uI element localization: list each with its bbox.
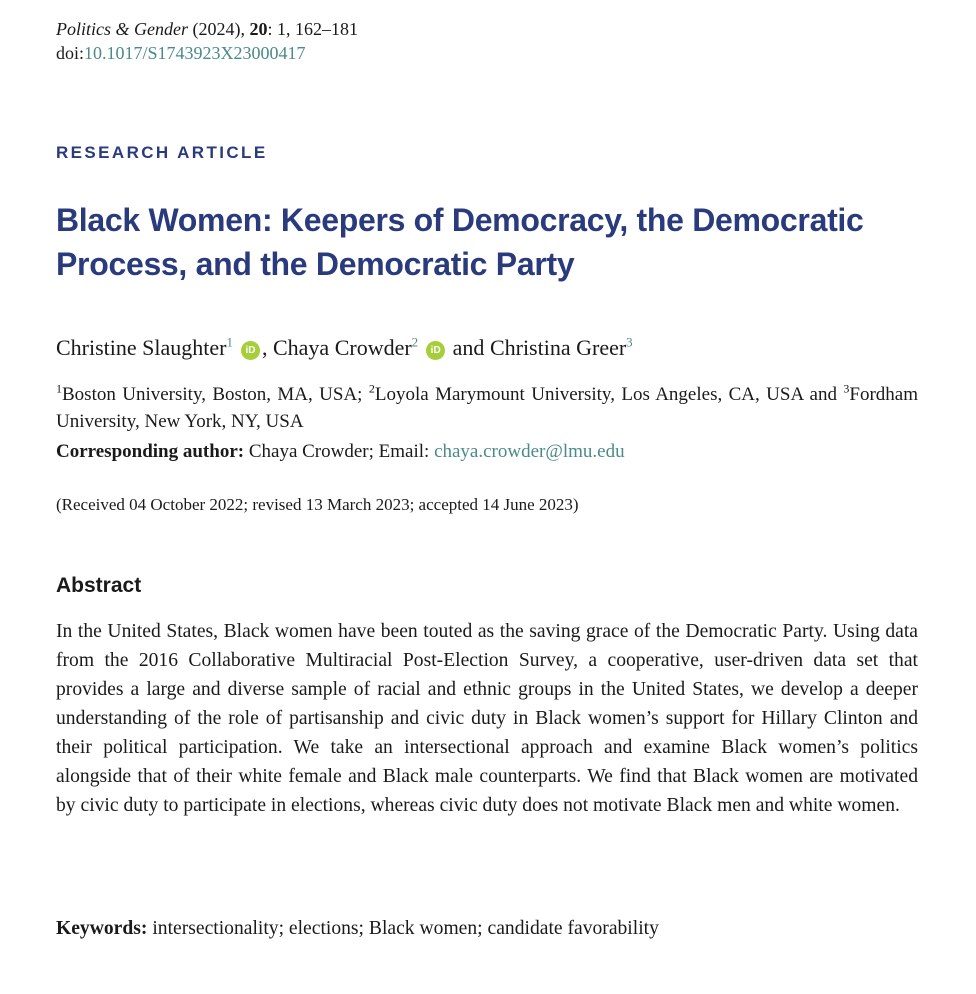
affiliation-text: Boston University, Boston, MA, USA; <box>62 384 369 405</box>
doi-line <box>56 41 306 65</box>
affiliation-number: 3 <box>843 381 850 396</box>
affiliations <box>56 381 918 435</box>
journal-name: Politics & Gender <box>56 19 188 39</box>
author-list <box>56 333 633 363</box>
abstract-heading: Abstract <box>56 574 142 597</box>
affiliation-marker[interactable]: 1 <box>226 334 233 350</box>
corresponding-text: Chaya Crowder; Email: <box>244 441 435 462</box>
affiliation-text: Fordham University, New York, NY, USA <box>56 384 919 432</box>
orcid-icon[interactable]: iD <box>241 341 260 360</box>
author-separator: and <box>447 335 490 360</box>
keywords <box>56 914 659 943</box>
affiliation-marker[interactable]: 3 <box>626 334 633 350</box>
article-title: Black Women: Keepers of Democracy, the Democratic Process, and the Democratic Party <box>56 202 864 282</box>
journal-volume: 20 <box>249 19 268 39</box>
journal-issue-pages: : 1, 162–181 <box>267 19 358 39</box>
affiliation-number: 1 <box>56 381 62 396</box>
email-link[interactable]: chaya.crowder@lmu.edu <box>434 441 625 462</box>
keywords-text: intersectionality; elections; Black women; candidate favorability <box>147 918 659 939</box>
article-type: RESEARCH ARTICLE <box>56 143 268 162</box>
affiliation-marker[interactable]: 2 <box>411 334 419 350</box>
doi-link[interactable]: 10.1017/S1743923X23000417 <box>84 43 306 63</box>
doi-prefix: doi: <box>56 43 85 63</box>
journal-citation <box>56 17 358 41</box>
orcid-icon[interactable]: iD <box>426 341 445 360</box>
affiliation-text: Loyola Marymount University, Los Angeles, CA, USA and <box>374 384 844 405</box>
keywords-label: Keywords: <box>56 918 148 939</box>
corresponding-label: Corresponding author: <box>56 441 245 462</box>
author-name: Christina Greer <box>489 335 627 360</box>
author-separator: , <box>261 335 273 360</box>
author-name: Christine Slaughter <box>56 335 227 360</box>
affiliation-number: 2 <box>368 381 375 396</box>
abstract-text: In the United States, Black women have been touted as the saving grace of the Democratic Party. Using data from the 2016 Collaborative Multiracial Post-Election Survey, a cooperative, user-driven data set that provides a large and diverse sample of racial and ethnic groups in the United States, we develop a deeper understanding of the role of partisanship and civic duty in Black women’s support for Hillary Clinton and their political participation. We take an intersectional approach and examine Black women’s politics alongside that of their white female and Black male counterparts. We find that Black women are motivated by civic duty to participate in elections, whereas civic duty does not motivate Black men and white women. <box>56 621 918 816</box>
journal-year: (2024), <box>192 19 245 39</box>
received-dates: (Received 04 October 2022; revised 13 March 2023; accepted 14 June 2023) <box>56 495 579 514</box>
author-name: Chaya Crowder <box>272 335 412 360</box>
corresponding-author <box>56 438 625 465</box>
